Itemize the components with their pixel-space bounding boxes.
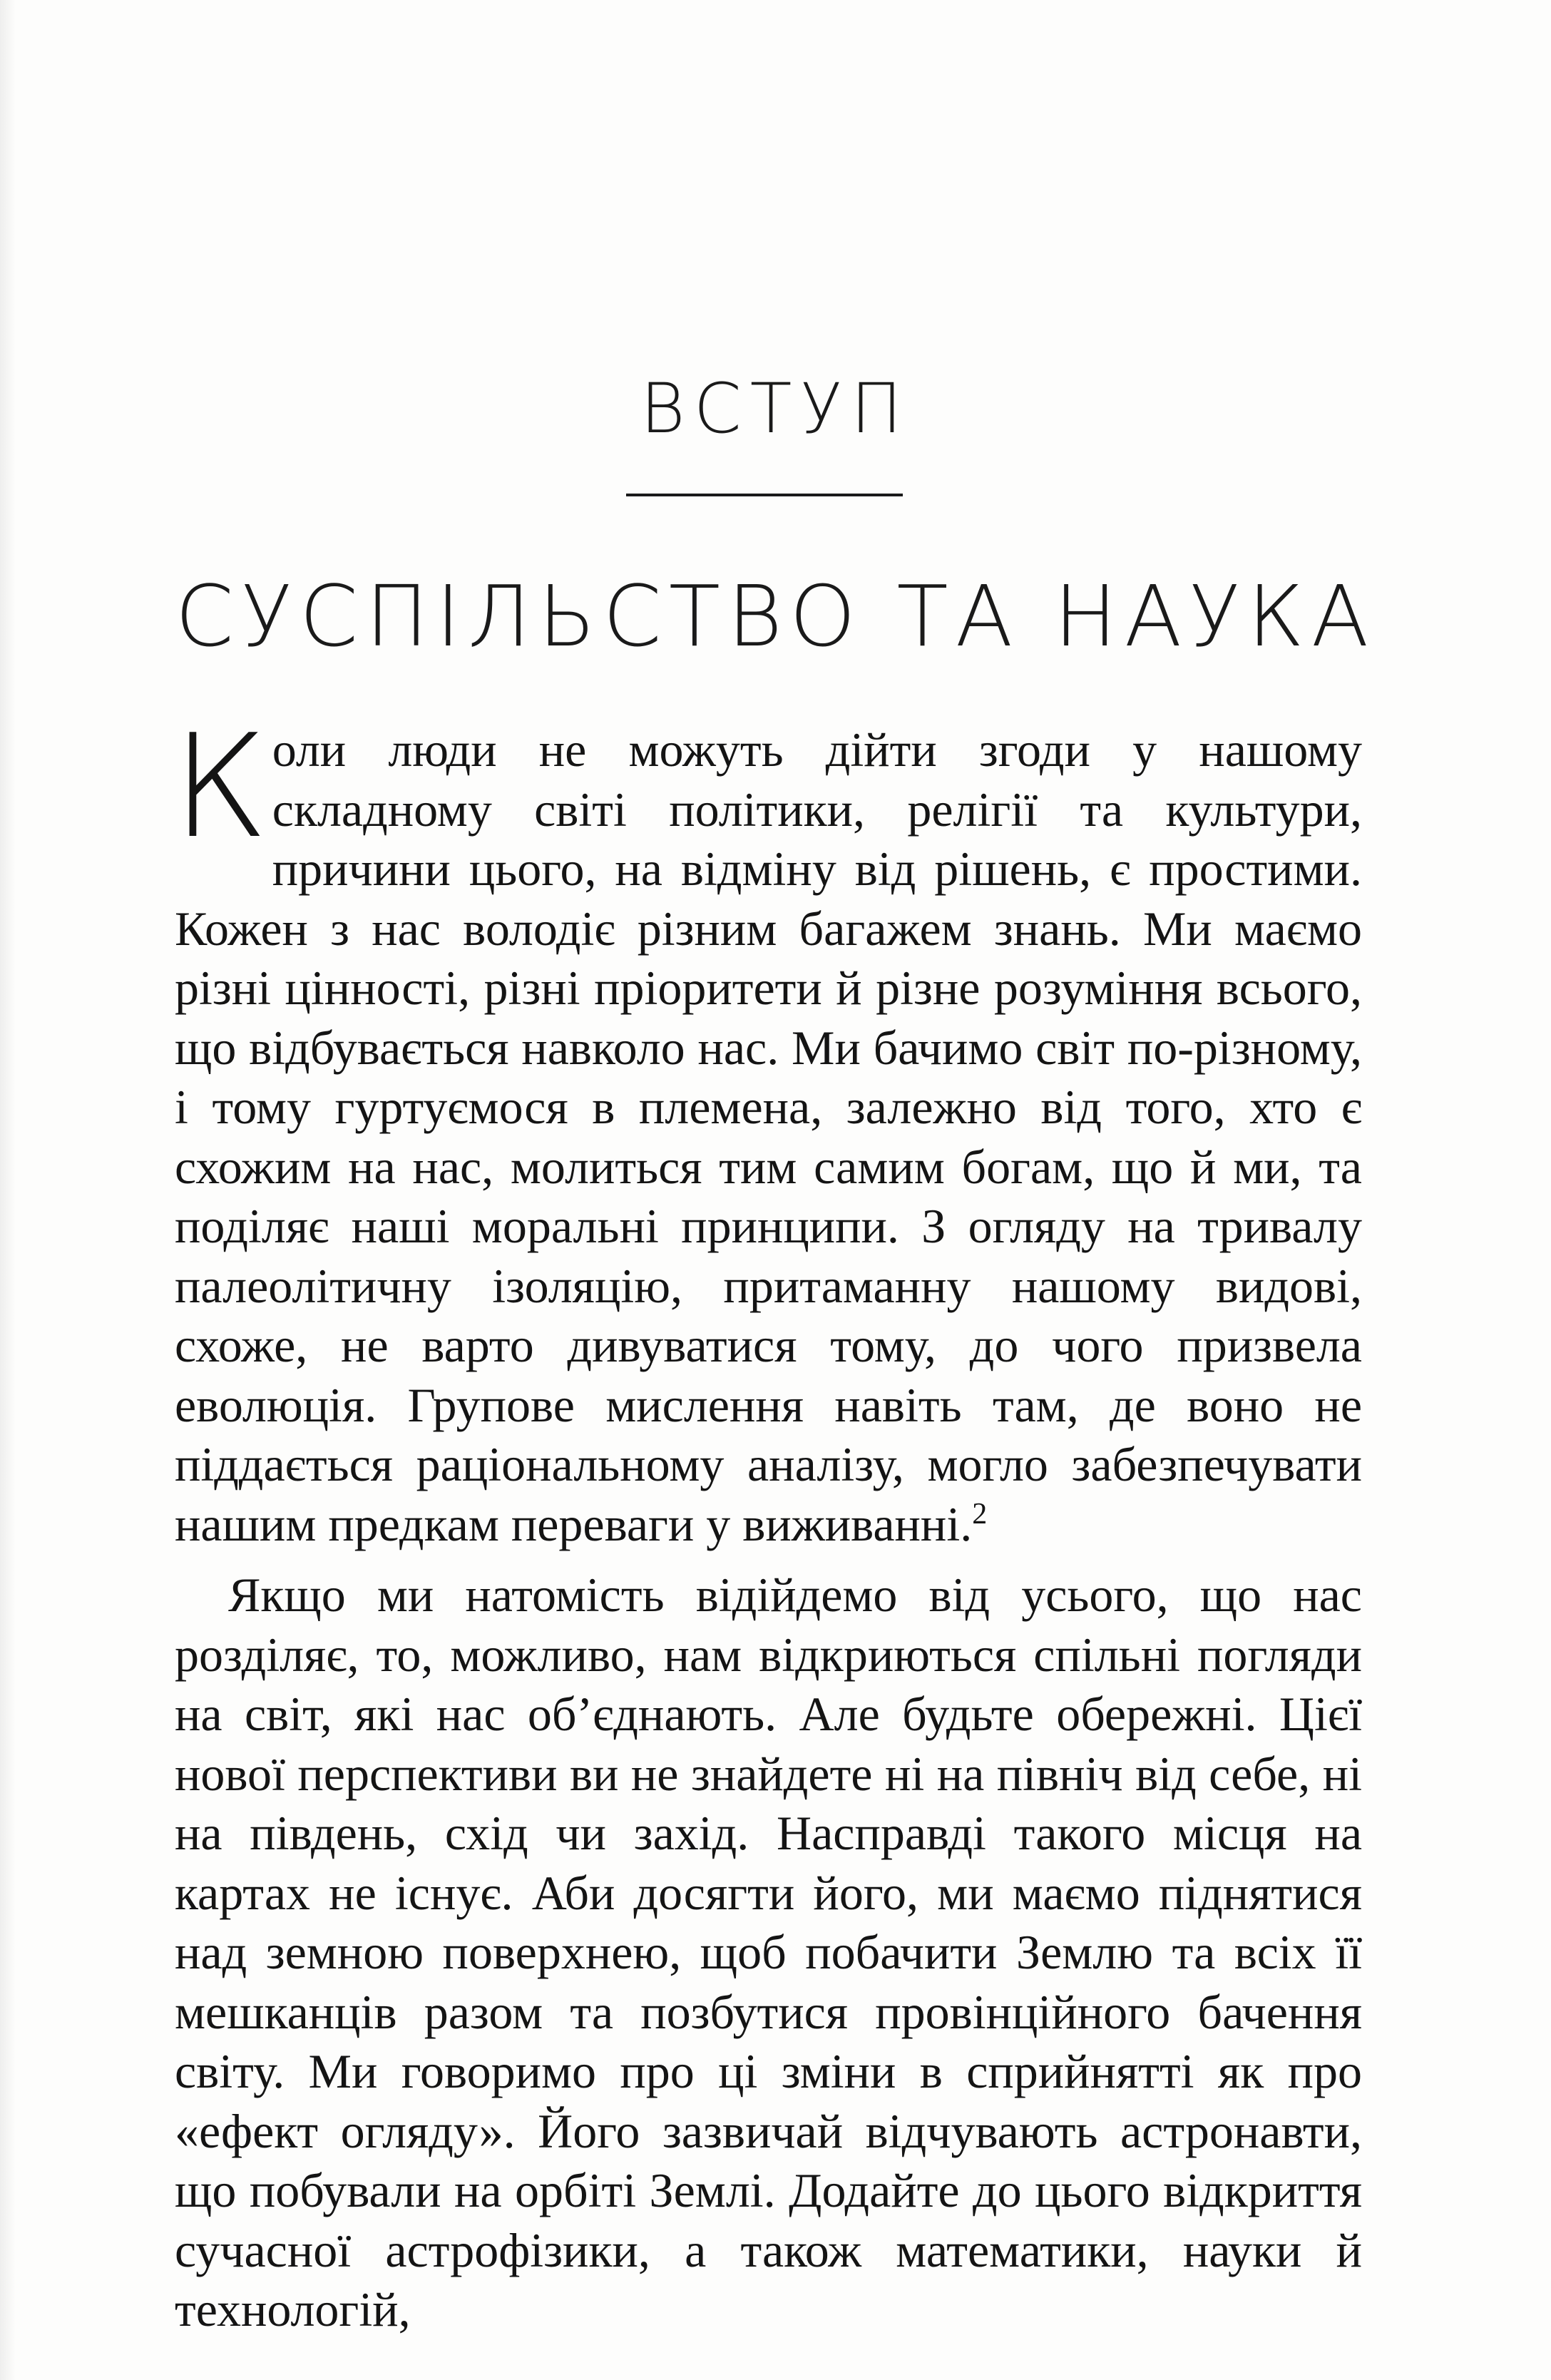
paragraph-1 — [172, 704, 1362, 1554]
chapter-divider — [626, 494, 903, 496]
paragraph-1-text: оли люди не можуть дійти згоди у нашому складному світі політики, релігії та культури, причини цього, на відміну від рішень, є простими. Кожен з нас володіє різним багажем знань. Ми маємо різні цінності, різні пріоритети й різне розуміння всього, що відбувається навколо нас. Ми бачимо світ по-різному, і тому гуртуємося в племена, залежно від того, хто є схожим на нас, молиться тим самим богам, що й ми, та поділяє наші моральні принципи. З огляду на тривалу палеолітичну ізоляцію, притаманну нашому видові, схоже, не варто дивуватися тому, до чого призвела еволюція. Групове мислення навіть там, де воно не піддається раціональному аналізу, могло забезпечувати нашим предкам переваги у виживанні. — [175, 722, 1362, 1551]
chapter-title: СУСПІЛЬСТВО ТА НАУКА — [175, 567, 1376, 665]
footnote-marker: 2 — [972, 1497, 988, 1531]
page-edge-shadow — [0, 0, 16, 2380]
paragraph-2: Якщо ми натомість відійдемо від усього, що нас розділяє, то, можливо, нам відкриються спільні погляди на світ, які нас об’єднають. Але будьте обережні. Цієї нової перспективи ви не знайдете ні на північ від себе, ні на південь, схід чи захід. Насправді такого місця на картах не існує. Аби досягти його, ми маємо піднятися над земною поверхнею, щоб побачити Землю та всіх її мешканців разом та позбутися провінційного бачення світу. Ми говоримо про ці зміни в сприйнятті як про «ефект огляду». Його зазвичай відчувають астронавти, що побували на орбіті Землі. Додайте до цього відкриття сучасної астрофізики, а також математики, науки й технологій, — [175, 1568, 1362, 2336]
chapter-label: ВСТУП — [640, 369, 911, 449]
drop-cap: К — [172, 704, 268, 870]
body-text — [172, 704, 1362, 2340]
